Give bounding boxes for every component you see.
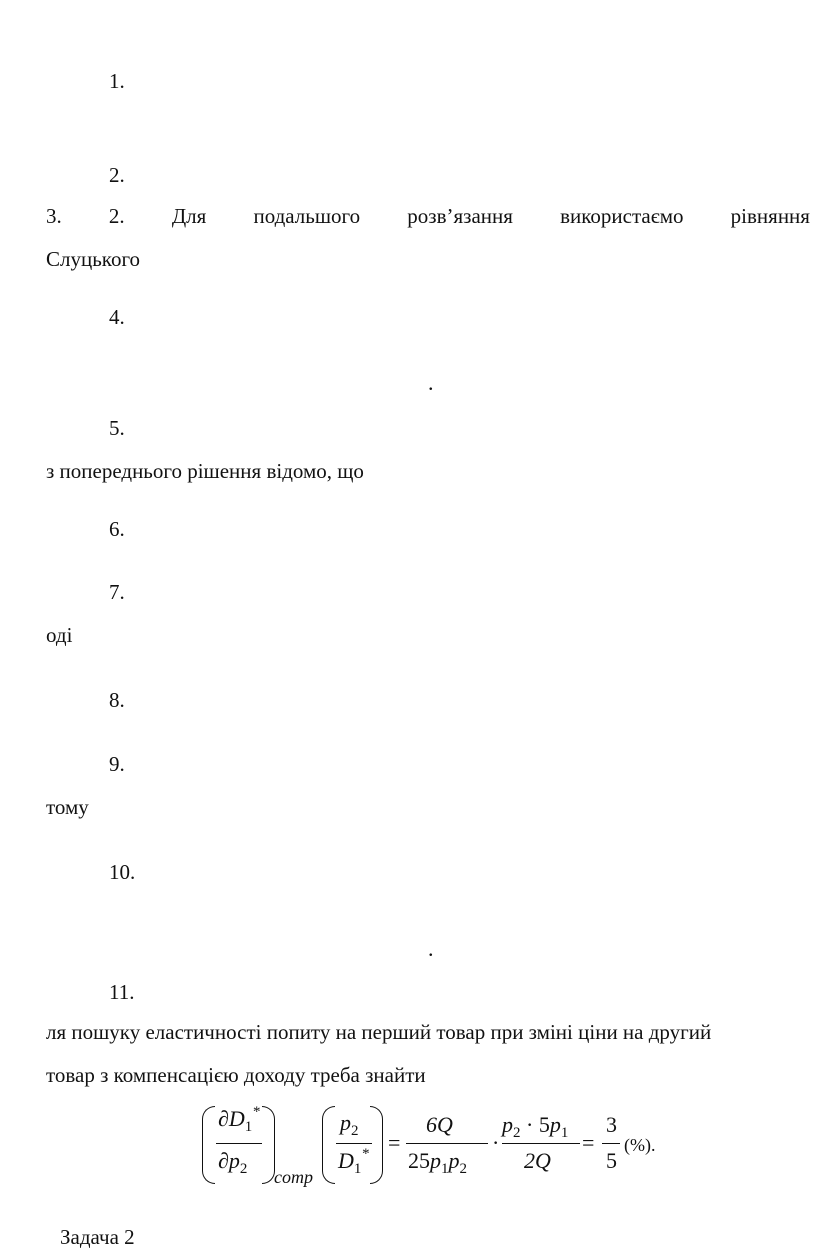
item-11: 11.	[109, 980, 135, 1004]
line-3-continuation: Слуцького	[46, 247, 141, 271]
item-4: 4.	[109, 305, 125, 329]
paragraph-line-2: товар з компенсацією доходу треба знайти	[46, 1063, 426, 1087]
multiply-dot: ·	[492, 1130, 500, 1155]
line-3-justified	[46, 206, 810, 227]
item-8: 8.	[109, 688, 125, 712]
denominator-D1: $D_1^*$	[338, 1146, 369, 1177]
numerator-p2: $p_2$	[340, 1110, 359, 1139]
item-3: 3.	[46, 204, 62, 228]
fraction-bar	[336, 1143, 372, 1144]
right-paren	[370, 1106, 383, 1184]
item-9: 9.	[109, 752, 125, 776]
denominator-5: 5	[606, 1148, 617, 1173]
numerator-p2-5p1: $p_2 \cdot 5p_1$	[502, 1112, 569, 1141]
item-5: 5.	[109, 416, 125, 440]
word: Для	[171, 204, 207, 228]
dot-2: .	[428, 936, 434, 961]
fraction-bar	[216, 1143, 262, 1144]
paragraph-line-1: ля пошуку еластичності попиту на перший товар при зміні ціни на другий	[46, 1020, 712, 1044]
fraction-bar	[406, 1143, 488, 1144]
item-10: 10.	[109, 860, 136, 884]
numerator-3: 3	[606, 1112, 617, 1137]
item-2: 2.	[109, 163, 125, 187]
word: подальшого	[253, 204, 361, 228]
text-known: з попереднього рішення відомо, що	[46, 459, 364, 483]
elasticity-formula	[200, 1100, 680, 1200]
equals-sign: =	[388, 1130, 401, 1155]
word: використаємо	[560, 204, 684, 228]
comp-subscript: comp	[274, 1167, 313, 1187]
denominator-2Q: 2Q	[524, 1148, 551, 1173]
numerator-dD1: $\partial D_1^*$	[218, 1104, 260, 1135]
item-7: 7.	[109, 580, 125, 604]
percent-suffix: (%).	[624, 1135, 656, 1155]
item-6: 6.	[109, 517, 125, 541]
item-1: 1.	[109, 69, 125, 93]
denominator-dp2: $\partial p_2$	[218, 1148, 248, 1177]
text-tomu: тому	[46, 795, 89, 819]
fraction-bar	[602, 1143, 620, 1144]
left-paren	[322, 1106, 335, 1184]
denominator-25p1p2: $25p_1p_2$	[408, 1148, 467, 1177]
word: рівняння	[730, 204, 810, 228]
word: 2.	[108, 204, 125, 228]
dot-1: .	[428, 370, 434, 395]
numerator-6Q: 6Q	[426, 1112, 453, 1137]
fraction-bar	[502, 1143, 580, 1144]
task-heading: Задача 2	[60, 1225, 135, 1249]
equals-sign: =	[582, 1130, 595, 1155]
left-paren	[202, 1106, 215, 1184]
word: розв’язання	[407, 204, 513, 228]
text-odi: оді	[46, 623, 73, 647]
